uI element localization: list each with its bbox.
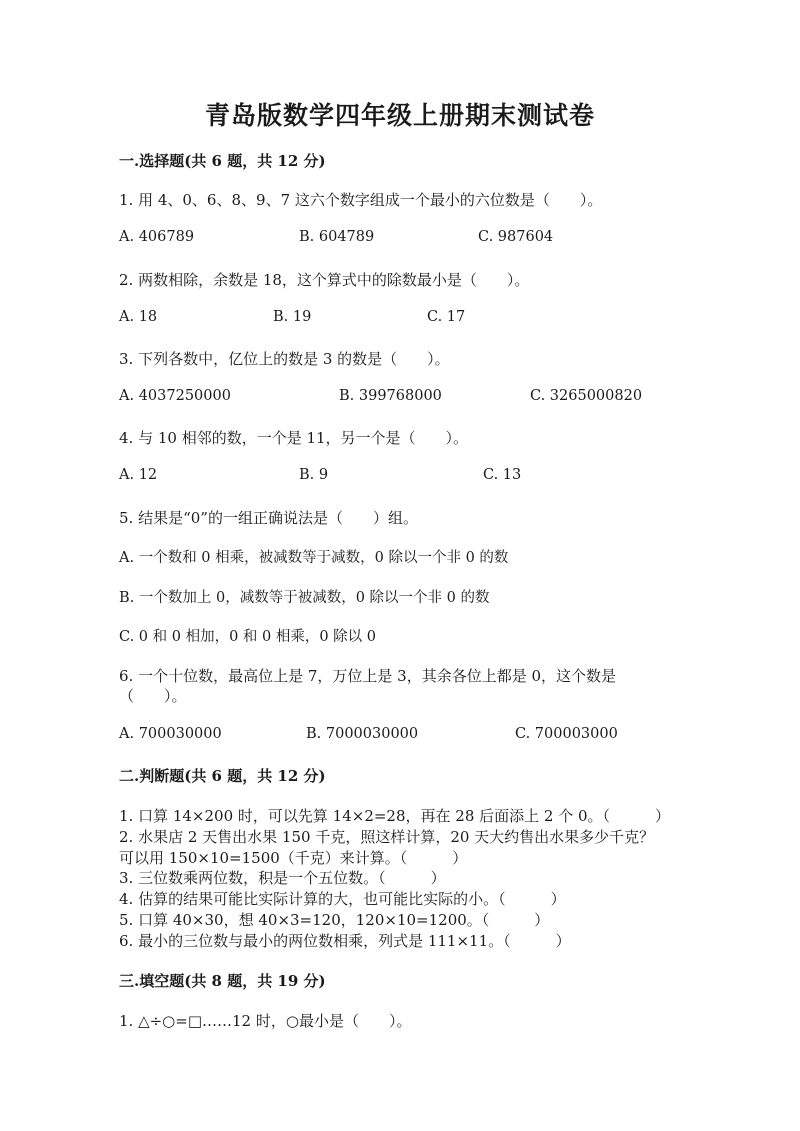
- question-text: 2. 两数相除，余数是 18，这个算式中的除数最小是（ ）。: [119, 271, 530, 289]
- option-a: A. 700030000: [119, 726, 222, 742]
- question-text: 1. △÷○=□……12 时，○最小是（ ）。: [119, 1012, 412, 1030]
- option-b: B. 9: [299, 467, 329, 483]
- option-b: B. 604789: [299, 229, 375, 245]
- section-heading-choice: 一.选择题(共 6 题，共 12 分): [119, 152, 326, 170]
- judge-item: 1. 口算 14×200 时，可以先算 14×2=28，再在 28 后面添上 2 个 0。（ ）: [119, 807, 671, 825]
- option-c: C. 17: [427, 309, 466, 325]
- option-a: A. 一个数和 0 相乘，被减数等于减数，0 除以一个非 0 的数: [119, 550, 509, 566]
- judge-item-continued: 可以用 150×10=1500（千克）来计算。（ ）: [119, 849, 468, 867]
- option-c: C. 987604: [478, 229, 554, 245]
- option-b: B. 一个数加上 0，减数等于被减数，0 除以一个非 0 的数: [119, 590, 490, 606]
- option-a: A. 12: [119, 467, 158, 483]
- option-a: A. 406789: [119, 229, 195, 245]
- option-a: A. 18: [119, 309, 158, 325]
- question-text: 3. 下列各数中，亿位上的数是 3 的数是（ ）。: [119, 350, 450, 368]
- option-a: A. 4037250000: [119, 388, 231, 404]
- option-c: C. 3265000820: [530, 388, 643, 404]
- question-text: 5. 结果是“0”的一组正确说法是（ ）组。: [119, 509, 418, 527]
- question-text: 6. 一个十位数，最高位上是 7，万位上是 3，其余各位上都是 0，这个数是: [119, 667, 617, 685]
- judge-item: 2. 水果店 2 天售出水果 150 千克，照这样计算，20 天大约售出水果多少千克？: [119, 828, 655, 846]
- judge-item: 5. 口算 40×30，想 40×3=120，120×10=1200。（ ）: [119, 911, 550, 929]
- judge-item: 6. 最小的三位数与最小的两位数相乘，列式是 111×11。（ ）: [119, 932, 571, 950]
- option-b: B. 399768000: [339, 388, 442, 404]
- question-text-continued: （ ）。: [119, 687, 187, 705]
- question-text: 4. 与 10 相邻的数，一个是 11，另一个是（ ）。: [119, 429, 469, 447]
- option-b: B. 7000030000: [306, 726, 419, 742]
- option-b: B. 19: [273, 309, 312, 325]
- question-text: 1. 用 4、0、6、8、9、7 这六个数字组成一个最小的六位数是（ ）。: [119, 191, 603, 209]
- section-heading-fill: 三.填空题(共 8 题，共 19 分): [119, 972, 326, 990]
- option-c: C. 0 和 0 相加，0 和 0 相乘，0 除以 0: [119, 629, 377, 645]
- judge-item: 3. 三位数乘两位数，积是一个五位数。（ ）: [119, 869, 446, 887]
- exam-title: 青岛版数学四年级上册期末测试卷: [204, 101, 595, 130]
- option-c: C. 700003000: [515, 726, 618, 742]
- option-c: C. 13: [483, 467, 522, 483]
- judge-item: 4. 估算的结果可能比实际计算的大，也可能比实际的小。（ ）: [119, 890, 566, 908]
- section-heading-judge: 二.判断题(共 6 题，共 12 分): [119, 767, 326, 785]
